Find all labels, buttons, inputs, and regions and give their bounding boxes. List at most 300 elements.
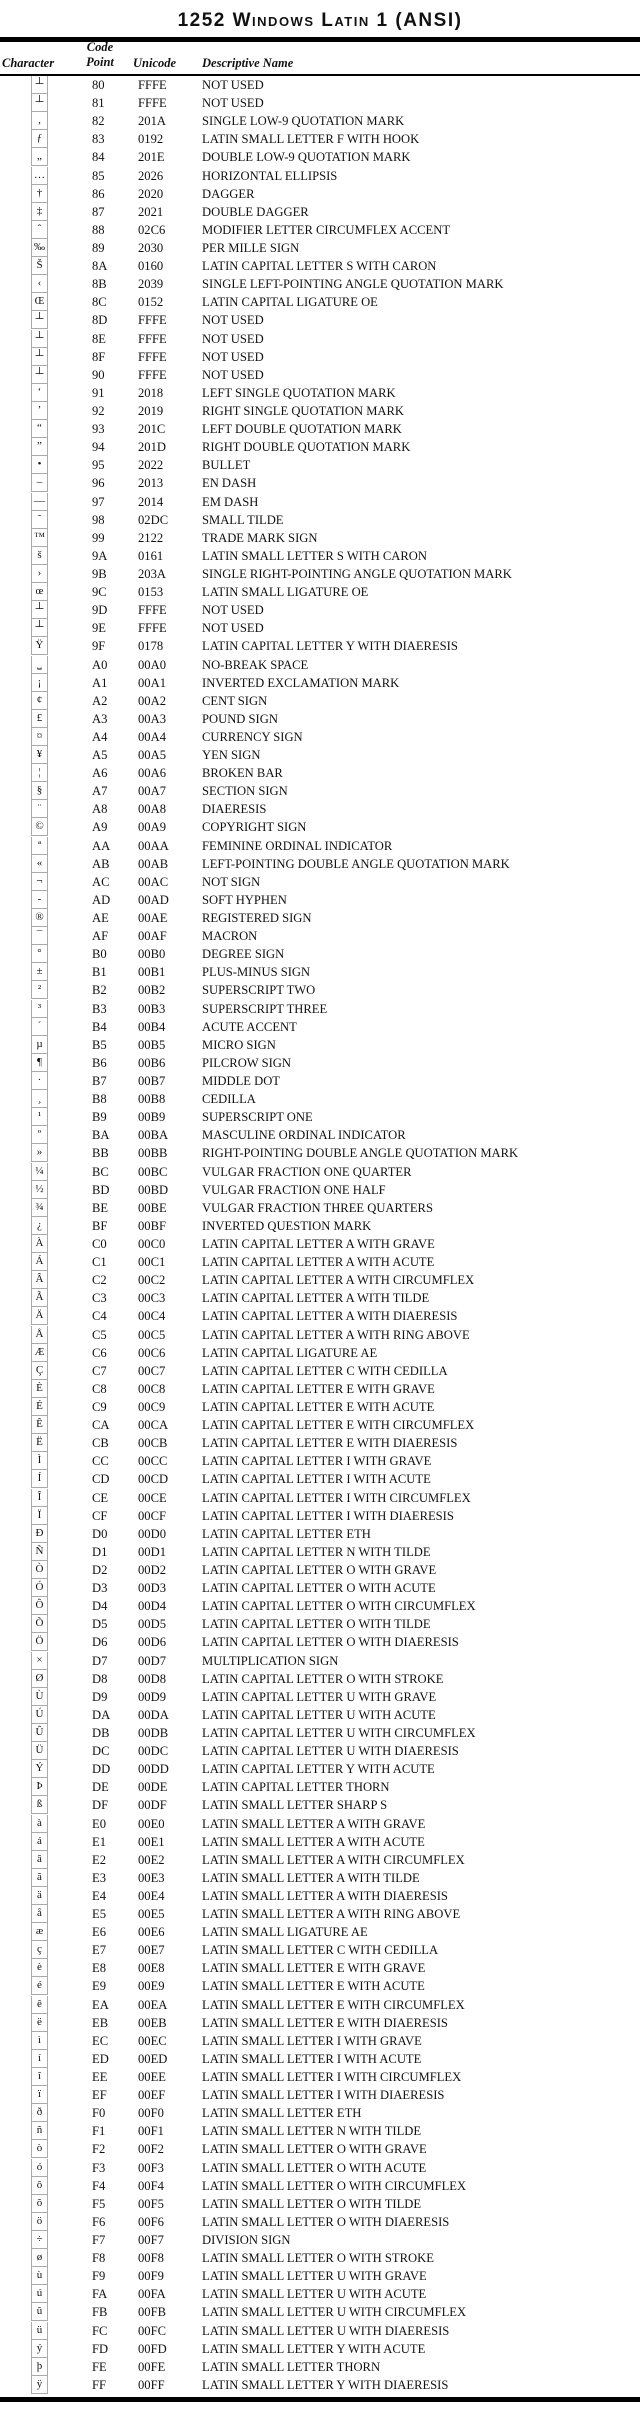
table-row <box>0 800 640 818</box>
code-point: A8 <box>92 802 108 817</box>
code-point: B4 <box>92 1019 107 1034</box>
descriptive-name: LATIN SMALL LETTER O WITH DIAERESIS <box>202 2214 450 2229</box>
table-row <box>0 438 640 456</box>
unicode-value: 00CB <box>138 1436 168 1451</box>
descriptive-name: SOFT HYPHEN <box>202 892 287 907</box>
character-glyph: Ó <box>31 1579 48 1597</box>
descriptive-name: NOT USED <box>202 96 264 111</box>
table-row <box>0 2195 640 2213</box>
unicode-value: 00D8 <box>138 1671 166 1686</box>
unicode-value: 00A8 <box>138 802 166 817</box>
code-point: 8A <box>92 259 108 274</box>
descriptive-name: SINGLE LOW-9 QUOTATION MARK <box>202 114 405 129</box>
descriptive-name: LATIN CAPITAL LETTER E WITH CIRCUMFLEX <box>202 1418 475 1433</box>
descriptive-name: INVERTED QUESTION MARK <box>202 1218 372 1233</box>
character-glyph: û <box>31 2303 48 2321</box>
code-point: 9C <box>92 585 107 600</box>
character-glyph: µ <box>31 1036 48 1054</box>
code-point: 80 <box>92 78 105 92</box>
unicode-value: 00C8 <box>138 1381 166 1396</box>
unicode-value: 00DA <box>138 1707 169 1722</box>
character-glyph: “ <box>31 420 48 438</box>
table-row <box>0 1923 640 1941</box>
code-point: D1 <box>92 1544 108 1559</box>
descriptive-name: LATIN SMALL LETTER A WITH CIRCUMFLEX <box>202 1852 465 1867</box>
descriptive-name: LATIN SMALL LETTER I WITH CIRCUMFLEX <box>202 2070 462 2085</box>
code-point: BE <box>92 1200 109 1215</box>
descriptive-name: LATIN SMALL LETTER THORN <box>202 2359 381 2374</box>
code-point: F9 <box>92 2269 106 2284</box>
code-point: DE <box>92 1780 109 1795</box>
code-point: EE <box>92 2070 108 2085</box>
code-point: FF <box>92 2377 107 2392</box>
code-point: 84 <box>92 150 105 165</box>
character-glyph: ü <box>31 2322 48 2340</box>
unicode-value: 00CD <box>138 1472 169 1487</box>
code-point: 9A <box>92 548 108 563</box>
code-point: FB <box>92 2305 108 2320</box>
code-point: C2 <box>92 1273 107 1288</box>
descriptive-name: LATIN CAPITAL LIGATURE AE <box>202 1345 378 1360</box>
descriptive-name: SUPERSCRIPT ONE <box>202 1110 313 1125</box>
character-glyph: ý <box>31 2340 48 2358</box>
table-row <box>0 311 640 329</box>
descriptive-name: LATIN CAPITAL LETTER U WITH ACUTE <box>202 1707 436 1722</box>
code-point: E0 <box>92 1816 106 1831</box>
unicode-value: 0161 <box>138 548 164 563</box>
unicode-value: 00A0 <box>138 657 166 672</box>
descriptive-name: NO-BREAK SPACE <box>202 657 309 672</box>
code-point: D6 <box>92 1635 108 1650</box>
character-glyph: Î <box>31 1489 48 1507</box>
table-row <box>0 1724 640 1742</box>
character-glyph: ¨ <box>31 800 48 818</box>
table-row <box>0 1199 640 1217</box>
descriptive-name: LATIN SMALL LETTER Y WITH ACUTE <box>202 2341 426 2356</box>
code-point: BB <box>92 1146 109 1161</box>
table-row <box>0 1181 640 1199</box>
descriptive-name: LATIN SMALL LETTER SHARP S <box>202 1798 388 1813</box>
character-glyph: Æ <box>31 1344 48 1362</box>
unicode-value: 00EF <box>138 2088 166 2103</box>
unicode-value: 00DF <box>138 1798 167 1813</box>
unicode-value: 00C0 <box>138 1237 166 1251</box>
descriptive-name: LATIN SMALL LIGATURE OE <box>202 585 369 600</box>
code-point: B1 <box>92 965 107 980</box>
unicode-value: 00B5 <box>138 1037 166 1052</box>
code-point: 8D <box>92 313 108 328</box>
unicode-value: 201C <box>138 422 166 437</box>
unicode-value: 0178 <box>138 639 164 654</box>
descriptive-name: COPYRIGHT SIGN <box>202 820 307 835</box>
unicode-value: 00D7 <box>138 1653 166 1668</box>
descriptive-name: POUND SIGN <box>202 711 278 726</box>
descriptive-name: NOT USED <box>202 78 264 92</box>
descriptive-name: SUPERSCRIPT TWO <box>202 983 316 998</box>
code-point: A1 <box>92 675 108 690</box>
table-row <box>0 873 640 891</box>
unicode-value: 00B9 <box>138 1110 166 1125</box>
descriptive-name: MULTIPLICATION SIGN <box>202 1653 339 1668</box>
character-glyph: ¤ <box>31 728 48 746</box>
code-point: 9E <box>92 621 106 636</box>
descriptive-name: LATIN SMALL LETTER A WITH RING ABOVE <box>202 1907 461 1922</box>
descriptive-name: NOT USED <box>202 603 264 618</box>
code-point: 8F <box>92 349 106 364</box>
unicode-value: 00C5 <box>138 1327 166 1342</box>
character-glyph: ‰ <box>31 239 48 257</box>
descriptive-name: LATIN SMALL LETTER F WITH HOOK <box>202 132 420 147</box>
character-glyph: ù <box>31 2267 48 2285</box>
descriptive-name: LATIN CAPITAL LETTER A WITH ACUTE <box>202 1255 435 1270</box>
unicode-value: 2013 <box>138 476 164 491</box>
descriptive-name: LATIN SMALL LIGATURE AE <box>202 1925 368 1940</box>
character-glyph: Å <box>31 1326 48 1344</box>
descriptive-name: BROKEN BAR <box>202 766 283 781</box>
descriptive-name: LATIN CAPITAL LETTER U WITH DIAERESIS <box>202 1744 459 1759</box>
table-row <box>0 656 640 674</box>
code-point: E9 <box>92 1979 106 1994</box>
code-point: EA <box>92 1997 109 2012</box>
character-glyph: ò <box>31 2140 48 2158</box>
unicode-value: 00F6 <box>138 2214 164 2229</box>
table-row <box>0 2322 640 2340</box>
code-point: AB <box>92 856 110 871</box>
table-row <box>0 1380 640 1398</box>
code-point: 8B <box>92 277 107 292</box>
character-glyph: ¿ <box>31 1217 48 1235</box>
character-glyph: ± <box>31 963 48 981</box>
unicode-value: 00CF <box>138 1508 166 1523</box>
unicode-value: 00A5 <box>138 748 166 763</box>
descriptive-name: LATIN CAPITAL LETTER O WITH STROKE <box>202 1671 444 1686</box>
unicode-value: 00B6 <box>138 1055 166 1070</box>
table-row <box>0 601 640 619</box>
descriptive-name: ACUTE ACCENT <box>202 1019 297 1034</box>
table-row <box>0 185 640 203</box>
table-row <box>0 474 640 492</box>
table-row <box>0 2285 640 2303</box>
table-row <box>0 76 640 94</box>
unicode-value: 00D4 <box>138 1599 166 1614</box>
descriptive-name: LATIN CAPITAL LETTER U WITH GRAVE <box>202 1689 437 1704</box>
table-row <box>0 728 640 746</box>
character-glyph: Ï <box>31 1507 48 1525</box>
code-point: F0 <box>92 2106 106 2121</box>
code-point: 93 <box>92 422 105 437</box>
descriptive-name: LATIN CAPITAL LETTER O WITH CIRCUMFLEX <box>202 1599 476 1614</box>
code-point: C0 <box>92 1237 107 1251</box>
unicode-value: 00FB <box>138 2305 166 2320</box>
table-row <box>0 2340 640 2358</box>
table-row <box>0 130 640 148</box>
table-row <box>0 2376 640 2394</box>
descriptive-name: NOT USED <box>202 621 264 636</box>
character-glyph: § <box>31 782 48 800</box>
table-row <box>0 1941 640 1959</box>
code-point: E7 <box>92 1943 106 1958</box>
code-point: EB <box>92 2015 109 2030</box>
descriptive-name: LATIN CAPITAL LETTER A WITH GRAVE <box>202 1237 435 1251</box>
unicode-value: 00A6 <box>138 766 166 781</box>
table-row <box>0 2104 640 2122</box>
table-row <box>0 384 640 402</box>
descriptive-name: MASCULINE ORDINAL INDICATOR <box>202 1128 406 1143</box>
table-row <box>0 1561 640 1579</box>
descriptive-name: LATIN CAPITAL LETTER A WITH TILDE <box>202 1291 430 1306</box>
character-glyph: ‹ <box>31 275 48 293</box>
character-glyph: ┴ <box>31 366 48 384</box>
code-point: CB <box>92 1436 109 1451</box>
code-point: 98 <box>92 512 105 527</box>
character-glyph: È <box>31 1380 48 1398</box>
table-row <box>0 1126 640 1144</box>
code-point: 83 <box>92 132 105 147</box>
table-row <box>0 1054 640 1072</box>
code-point: E1 <box>92 1834 106 1849</box>
table-row <box>0 1434 640 1452</box>
code-point: CC <box>92 1454 109 1469</box>
table-row <box>0 456 640 474</box>
character-glyph: ÿ <box>31 2376 48 2394</box>
code-point: DF <box>92 1798 109 1813</box>
table-row <box>0 1851 640 1869</box>
unicode-value: 00F4 <box>138 2178 164 2193</box>
unicode-value: FFFE <box>138 96 167 111</box>
character-glyph: — <box>31 493 48 511</box>
table-row <box>0 637 640 655</box>
descriptive-name: LATIN SMALL LETTER I WITH GRAVE <box>202 2033 422 2048</box>
table-row <box>0 1217 640 1235</box>
descriptive-name: DOUBLE DAGGER <box>202 204 309 219</box>
code-point: FE <box>92 2359 107 2374</box>
code-point: AC <box>92 874 110 889</box>
code-point: F5 <box>92 2196 106 2211</box>
code-point: D0 <box>92 1526 108 1541</box>
unicode-value: 00F8 <box>138 2251 164 2266</box>
descriptive-name: RIGHT-POINTING DOUBLE ANGLE QUOTATION MARK <box>202 1146 519 1161</box>
descriptive-name: YEN SIGN <box>202 748 261 763</box>
table-row <box>0 1670 640 1688</box>
character-glyph: ¬ <box>31 873 48 891</box>
character-glyph: Ö <box>31 1633 48 1651</box>
code-point: DB <box>92 1725 110 1740</box>
unicode-value: FFFE <box>138 367 167 382</box>
code-point: 8E <box>92 331 106 346</box>
code-point: CD <box>92 1472 110 1487</box>
descriptive-name: NOT USED <box>202 313 264 328</box>
descriptive-name: DIVISION SIGN <box>202 2233 291 2248</box>
character-glyph: ä <box>31 1887 48 1905</box>
descriptive-name: LATIN SMALL LETTER Y WITH DIAERESIS <box>202 2377 449 2392</box>
descriptive-name: LATIN CAPITAL LETTER A WITH RING ABOVE <box>202 1327 470 1342</box>
unicode-value: 00F7 <box>138 2233 164 2248</box>
character-glyph: Ý <box>31 1760 48 1778</box>
descriptive-name: MODIFIER LETTER CIRCUMFLEX ACCENT <box>202 222 451 237</box>
code-point: C4 <box>92 1309 107 1324</box>
descriptive-name: LATIN SMALL LETTER ETH <box>202 2106 362 2121</box>
character-glyph: ˜ <box>31 511 48 529</box>
character-glyph: É <box>31 1398 48 1416</box>
character-table <box>0 76 640 2394</box>
unicode-value: 00DC <box>138 1744 169 1759</box>
descriptive-name: REGISTERED SIGN <box>202 911 312 926</box>
character-glyph: ¸ <box>31 1090 48 1108</box>
character-glyph: ‘ <box>31 384 48 402</box>
character-glyph: ö <box>31 2213 48 2231</box>
table-row <box>0 493 640 511</box>
descriptive-name: RIGHT DOUBLE QUOTATION MARK <box>202 440 411 455</box>
descriptive-name: LATIN SMALL LETTER O WITH ACUTE <box>202 2160 427 2175</box>
table-row <box>0 1996 640 2014</box>
table-row <box>0 112 640 130</box>
table-row <box>0 1235 640 1253</box>
code-point: F2 <box>92 2142 106 2157</box>
unicode-value: 00C3 <box>138 1291 166 1306</box>
descriptive-name: LATIN SMALL LETTER A WITH GRAVE <box>202 1816 426 1831</box>
character-glyph: ‚ <box>31 112 48 130</box>
unicode-value: 00CE <box>138 1490 167 1505</box>
character-glyph: Ò <box>31 1561 48 1579</box>
table-row <box>0 94 640 112</box>
code-point: E5 <box>92 1907 106 1922</box>
character-glyph: ˆ <box>31 221 48 239</box>
character-glyph: Þ <box>31 1778 48 1796</box>
code-point: 82 <box>92 114 105 129</box>
character-glyph: » <box>31 1144 48 1162</box>
unicode-value: 201D <box>138 440 166 455</box>
character-glyph: é <box>31 1977 48 1995</box>
unicode-value: 2014 <box>138 494 164 509</box>
unicode-value: 00D9 <box>138 1689 166 1704</box>
table-row <box>0 855 640 873</box>
descriptive-name: LATIN CAPITAL LETTER THORN <box>202 1780 390 1795</box>
table-row <box>0 1507 640 1525</box>
header-code-line1: Code <box>86 40 114 54</box>
code-point: 90 <box>92 367 105 382</box>
code-point: F4 <box>92 2178 106 2193</box>
code-point: AD <box>92 892 111 907</box>
table-row <box>0 167 640 185</box>
table-row <box>0 2140 640 2158</box>
code-point: D8 <box>92 1671 108 1686</box>
unicode-value: 00A2 <box>138 693 166 708</box>
table-row <box>0 2358 640 2376</box>
table-row <box>0 1815 640 1833</box>
descriptive-name: DAGGER <box>202 186 255 201</box>
table-row <box>0 366 640 384</box>
descriptive-name: LATIN CAPITAL LETTER E WITH ACUTE <box>202 1399 435 1414</box>
table-row <box>0 293 640 311</box>
code-point: AA <box>92 838 111 853</box>
descriptive-name: LATIN SMALL LETTER A WITH DIAERESIS <box>202 1888 448 1903</box>
table-row <box>0 1289 640 1307</box>
character-glyph: Ì <box>31 1452 48 1470</box>
table-row <box>0 1307 640 1325</box>
unicode-value: 00D0 <box>138 1526 166 1541</box>
code-point: D2 <box>92 1562 108 1577</box>
character-glyph: ¢ <box>31 692 48 710</box>
code-point: E3 <box>92 1870 106 1885</box>
table-row <box>0 1579 640 1597</box>
unicode-value: 00F5 <box>138 2196 164 2211</box>
table-row <box>0 2032 640 2050</box>
code-point: 9B <box>92 566 107 581</box>
code-point: 8C <box>92 295 107 310</box>
character-glyph: ┴ <box>31 311 48 329</box>
unicode-value: 0152 <box>138 295 164 310</box>
descriptive-name: VULGAR FRACTION ONE QUARTER <box>202 1164 412 1179</box>
descriptive-name: LATIN SMALL LETTER E WITH DIAERESIS <box>202 2015 448 2030</box>
descriptive-name: LATIN SMALL LETTER A WITH TILDE <box>202 1870 420 1885</box>
code-point: DA <box>92 1707 111 1722</box>
character-glyph: Ñ <box>31 1543 48 1561</box>
descriptive-name: NOT SIGN <box>202 874 261 889</box>
descriptive-name: LEFT-POINTING DOUBLE ANGLE QUOTATION MARK <box>202 856 510 871</box>
descriptive-name: LATIN CAPITAL LETTER I WITH ACUTE <box>202 1472 431 1487</box>
descriptive-name: LATIN SMALL LETTER I WITH ACUTE <box>202 2051 422 2066</box>
character-glyph: - <box>31 891 48 909</box>
character-glyph: á <box>31 1833 48 1851</box>
character-glyph: Ã <box>31 1289 48 1307</box>
table-row <box>0 148 640 166</box>
character-glyph: Â <box>31 1271 48 1289</box>
table-row <box>0 1090 640 1108</box>
code-point: 9D <box>92 603 108 618</box>
header-code-point <box>86 40 114 70</box>
descriptive-name: LATIN CAPITAL LETTER C WITH CEDILLA <box>202 1363 448 1378</box>
code-point: D5 <box>92 1617 108 1632</box>
unicode-value: 00F9 <box>138 2269 164 2284</box>
descriptive-name: LATIN CAPITAL LETTER E WITH DIAERESIS <box>202 1436 458 1451</box>
unicode-value: 2019 <box>138 403 164 418</box>
unicode-value: 00E0 <box>138 1816 165 1831</box>
table-row <box>0 818 640 836</box>
character-glyph: ¦ <box>31 764 48 782</box>
table-row <box>0 837 640 855</box>
character-glyph: ¹ <box>31 1108 48 1126</box>
character-glyph: À <box>31 1235 48 1253</box>
code-point: F8 <box>92 2251 106 2266</box>
character-glyph: ª <box>31 837 48 855</box>
table-row <box>0 330 640 348</box>
code-point: CA <box>92 1418 110 1433</box>
character-glyph: ´ <box>31 1018 48 1036</box>
code-point: D9 <box>92 1689 108 1704</box>
character-glyph: ² <box>31 981 48 999</box>
unicode-value: 00F1 <box>138 2124 164 2139</box>
table-row <box>0 891 640 909</box>
unicode-value: 2039 <box>138 277 164 292</box>
table-row <box>0 619 640 637</box>
table-row <box>0 1652 640 1670</box>
descriptive-name: LATIN CAPITAL LETTER S WITH CARON <box>202 259 437 274</box>
code-point: A0 <box>92 657 108 672</box>
descriptive-name: PILCROW SIGN <box>202 1055 291 1070</box>
character-glyph: ┴ <box>31 601 48 619</box>
character-glyph: ð <box>31 2104 48 2122</box>
unicode-value: 00AB <box>138 856 169 871</box>
descriptive-name: LATIN CAPITAL LETTER I WITH CIRCUMFLEX <box>202 1490 471 1505</box>
code-point: D7 <box>92 1653 108 1668</box>
descriptive-name: EN DASH <box>202 476 257 491</box>
descriptive-name: LATIN CAPITAL LETTER O WITH TILDE <box>202 1617 431 1632</box>
table-row <box>0 2267 640 2285</box>
table-row <box>0 221 640 239</box>
code-point: AF <box>92 929 109 944</box>
unicode-value: 00FF <box>138 2377 165 2392</box>
character-glyph: ” <box>31 438 48 456</box>
